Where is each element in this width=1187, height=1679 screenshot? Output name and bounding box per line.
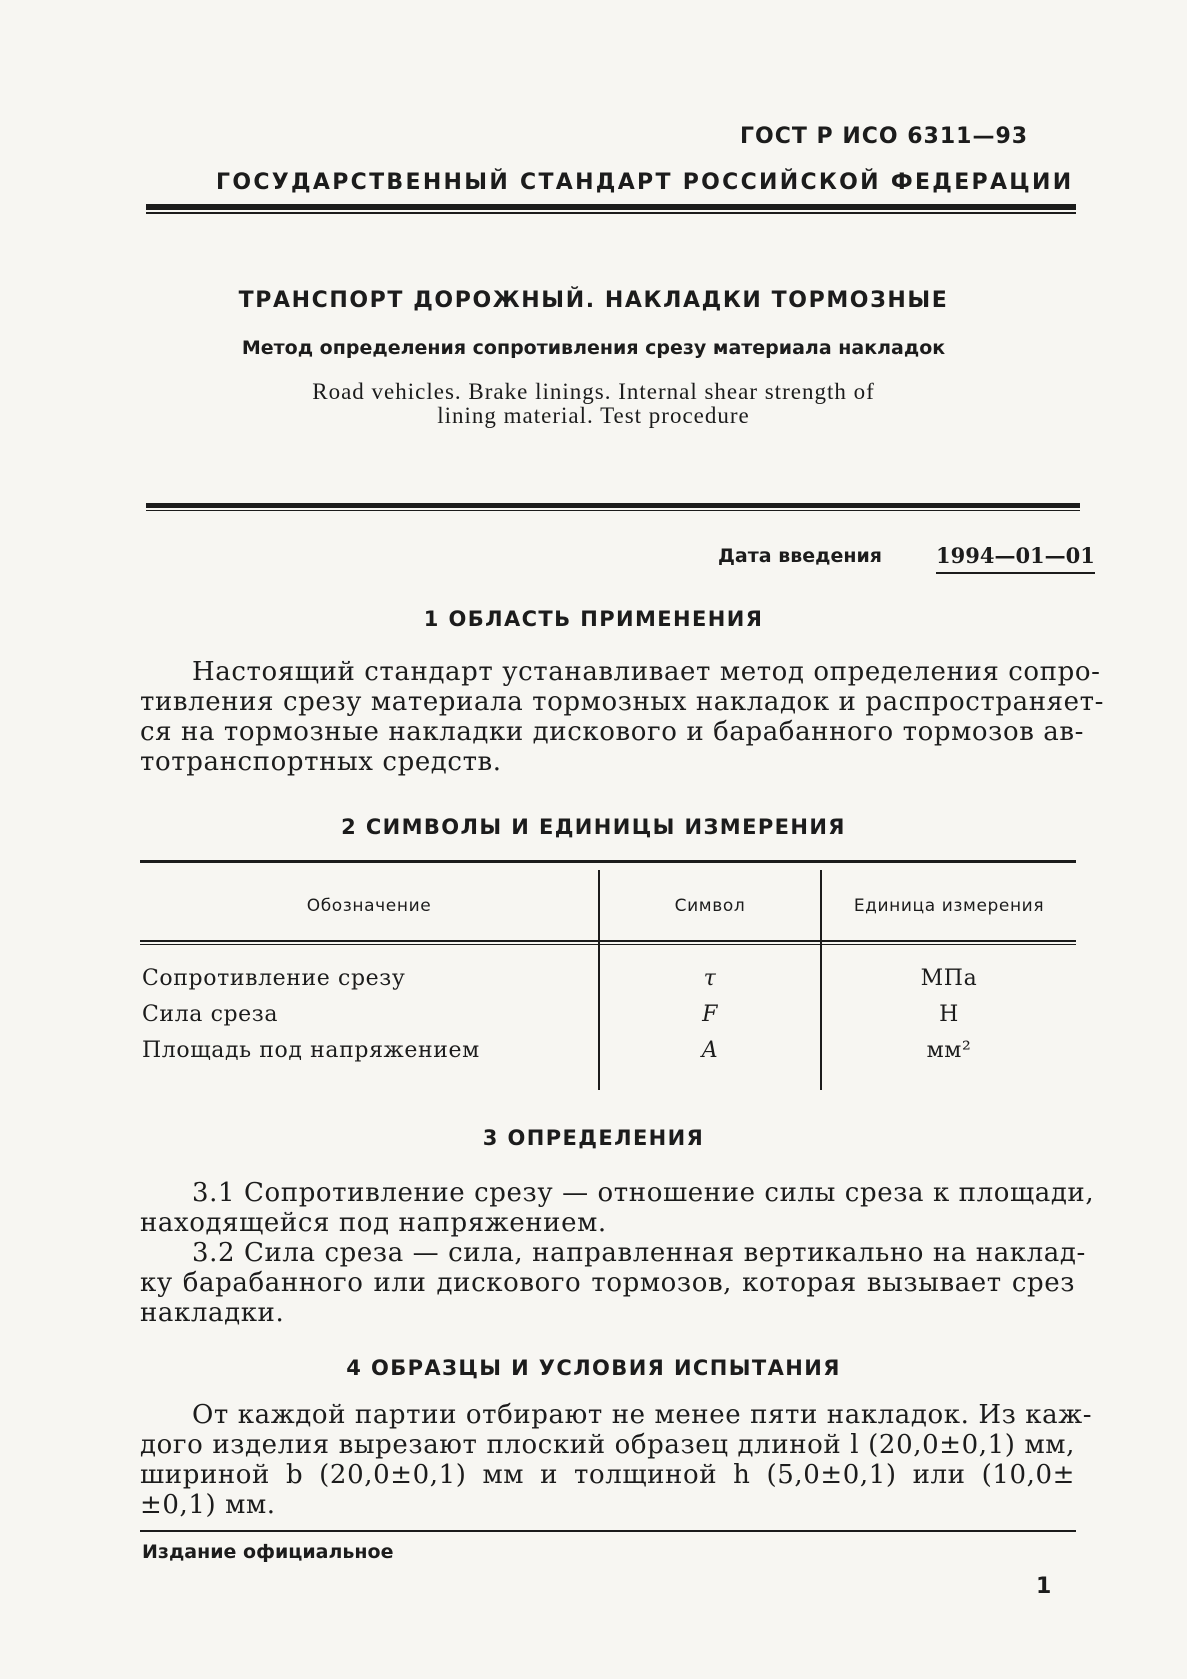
paragraph-line: дого изделия вырезают плоский образец длиной l (20,0±0,1) мм,	[140, 1430, 1075, 1460]
paragraph-line: ку барабанного или дискового тормозов, которая вызывает срез	[140, 1268, 1075, 1298]
organization-title: ГОСУДАРСТВЕННЫЙ СТАНДАРТ РОССИЙСКОЙ ФЕДЕРАЦИИ	[216, 170, 1074, 195]
paragraph-line: 3.2 Сила среза — сила, направленная вертикально на наклад-	[192, 1238, 1086, 1268]
section-heading: 3 ОПРЕДЕЛЕНИЯ	[482, 1126, 705, 1150]
intro-date-value: 1994—01—01	[936, 543, 1095, 574]
table-cell-symbol: F	[702, 1002, 718, 1027]
intro-date-label: Дата введения	[718, 545, 882, 567]
section-heading: 2 СИМВОЛЫ И ЕДИНИЦЫ ИЗМЕРЕНИЯ	[341, 815, 846, 839]
table-header-symbol: Символ	[674, 896, 746, 916]
document-subtitle: Метод определения сопротивления срезу материала накладок	[241, 337, 946, 359]
definition-paragraph	[140, 1238, 1086, 1328]
table-top-rule	[140, 860, 1076, 863]
table-row	[140, 966, 1076, 1002]
english-title-line: Road vehicles. Brake linings. Internal shear strength of	[312, 379, 875, 404]
table-cell-unit: МПа	[920, 966, 978, 991]
section-heading: 4 ОБРАЗЦЫ И УСЛОВИЯ ИСПЫТАНИЯ	[346, 1356, 841, 1380]
paragraph-line: От каждой партии отбирают не менее пяти накладок. Из каж-	[192, 1400, 1093, 1430]
table-header-rule	[140, 940, 1076, 945]
page-number: 1	[1036, 1574, 1052, 1599]
paragraph-line: ±0,1) мм.	[140, 1490, 276, 1520]
paragraph-line: Настоящий стандарт устанавливает метод определения сопро-	[192, 657, 1101, 687]
table-cell-unit: мм²	[926, 1038, 972, 1063]
paragraph-line: находящейся под напряжением.	[140, 1208, 607, 1238]
table-cell-name: Площадь под напряжением	[142, 1038, 480, 1063]
table-cell-name: Сила среза	[142, 1002, 279, 1027]
title-rule	[146, 503, 1080, 511]
english-title	[0, 380, 1187, 428]
section-paragraph	[140, 657, 1105, 777]
paragraph-line: 3.1 Сопротивление срезу — отношение силы среза к площади,	[192, 1178, 1095, 1208]
section-heading: 1 ОБЛАСТЬ ПРИМЕНЕНИЯ	[423, 607, 764, 631]
top-rule	[146, 204, 1076, 214]
section-paragraph	[140, 1400, 1093, 1520]
table-cell-symbol: A	[701, 1038, 719, 1063]
paragraph-line: накладки.	[140, 1298, 285, 1328]
footer-rule	[140, 1530, 1076, 1532]
table-header-name: Обозначение	[306, 896, 432, 916]
table-row	[140, 1038, 1076, 1074]
paragraph-line: шириной b (20,0±0,1) мм и толщиной h (5,0±0,1) или (10,0±	[140, 1460, 1075, 1490]
table-cell-symbol: τ	[703, 966, 717, 991]
table-header-unit: Единица измерения	[853, 896, 1045, 916]
table-cell-name: Сопротивление срезу	[142, 966, 406, 991]
english-title-line: lining material. Test procedure	[437, 403, 750, 428]
table-cell-unit: Н	[939, 1002, 959, 1027]
edition-note: Издание официальное	[142, 1541, 394, 1563]
paragraph-line: тотранспортных средств.	[140, 747, 502, 777]
paragraph-line: ся на тормозные накладки дискового и барабанного тормозов ав-	[140, 717, 1085, 747]
definition-paragraph	[140, 1178, 1095, 1238]
table-row	[140, 1002, 1076, 1038]
document-title: ТРАНСПОРТ ДОРОЖНЫЙ. НАКЛАДКИ ТОРМОЗНЫЕ	[238, 288, 949, 313]
paragraph-line: тивления срезу материала тормозных накладок и распространяет-	[140, 687, 1105, 717]
document-code: ГОСТ Р ИСО 6311—93	[740, 124, 1029, 149]
